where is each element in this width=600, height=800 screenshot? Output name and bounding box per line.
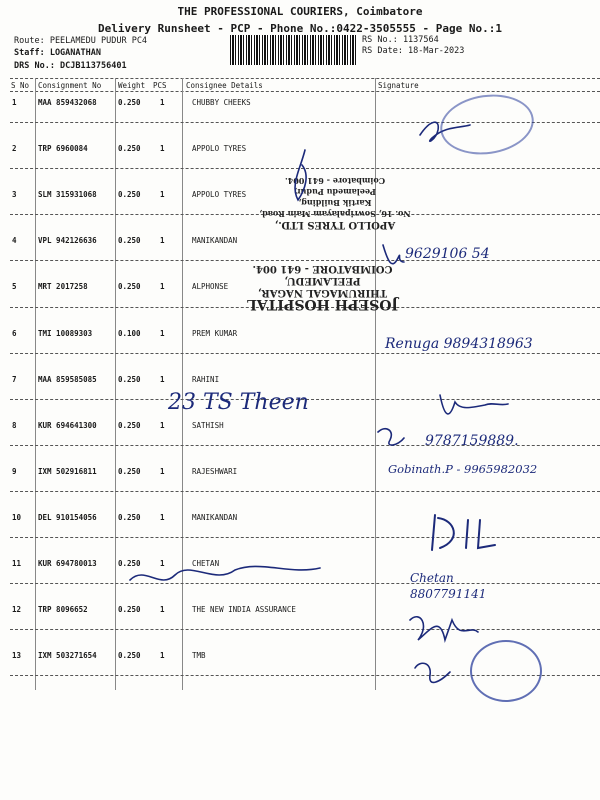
row-consignment-no: MAA 859432068 [38, 98, 97, 107]
stamp-line: COIMBATORE - 641 004. [252, 263, 393, 274]
row-weight: 0.250 [118, 605, 141, 615]
row-weight: 0.100 [118, 328, 141, 338]
row-weight: 0.250 [118, 466, 141, 476]
rs-date: RS Date: 18-Mar-2023 [362, 46, 465, 56]
col-consignee: Consignee Details [186, 81, 263, 90]
stamp-line: Kartik Building, [298, 198, 372, 208]
row-pcs: 1 [160, 98, 165, 107]
row-consignee: MANIKANDAN [192, 512, 238, 522]
col-weight: Weight [118, 81, 146, 90]
row-sno: 9 [12, 466, 17, 476]
row-pcs: 1 [160, 559, 165, 568]
row-sno: 4 [12, 236, 17, 246]
signature-r11 [130, 566, 320, 580]
row-consignee: TMB [192, 651, 206, 661]
row-pcs: 1 [160, 236, 165, 246]
row-consignee: ALPHONSE [192, 282, 229, 292]
row-sno: 10 [12, 512, 22, 522]
row-pcs: 1 [160, 420, 165, 430]
staff-label: Staff: LOGANATHAN [14, 48, 101, 58]
row-consignee: CHUBBY CHEEKS [192, 98, 251, 107]
row-weight: 0.250 [118, 144, 141, 154]
handwritten-note-r7: 23 TS Theen [168, 390, 309, 415]
signature-r7 [440, 395, 508, 414]
row-pcs: 1 [160, 282, 165, 292]
row-consignee: THE NEW INDIA ASSURANCE [192, 605, 296, 615]
row-consignee: PREM KUMAR [192, 328, 238, 338]
row-consignment-no: KUR 694641300 [38, 420, 97, 430]
runsheet-title: Delivery Runsheet - PCP - Phone No.:0422-3505555 - Page No.:1 [98, 22, 502, 35]
row-weight: 0.250 [118, 420, 141, 430]
col-signature: Signature [378, 81, 419, 90]
row-consignee: APPOLO TYRES [192, 144, 247, 154]
row-pcs: 1 [160, 144, 165, 154]
row-sno: 11 [12, 559, 22, 568]
row-consignment-no: IXM 503271654 [38, 651, 97, 661]
rs-number: RS No.: 1137564 [362, 35, 439, 45]
row-consignment-no: DEL 910154056 [38, 512, 97, 522]
row-pcs: 1 [160, 466, 165, 476]
row-consignment-no: TMI 10089303 [38, 328, 93, 338]
stamp-line: No. 16, Sowripalayam Main Road, [259, 209, 411, 219]
row-consignee: APPOLO TYRES [192, 190, 247, 200]
row-pcs: 1 [160, 374, 165, 384]
handwritten-phone-r4: 9629106 54 [405, 246, 490, 262]
row-weight: 0.250 [118, 374, 141, 384]
col-pcs: PCS [153, 81, 167, 90]
signature-r13 [415, 663, 450, 682]
handwritten-phone-r9: Gobinath.P - 9965982032 [388, 462, 538, 476]
row-consignment-no: MAA 859585085 [38, 374, 97, 384]
stamp-line: THIRUMAGAL NAGAR, [257, 287, 388, 298]
row-consignment-no: KUR 694780013 [38, 559, 97, 568]
col-sno: S No [11, 81, 30, 90]
row-weight: 0.250 [118, 98, 141, 107]
handwritten-phone-r6: Renuga 9894318963 [385, 336, 533, 352]
row-pcs: 1 [160, 190, 165, 200]
handwritten-phone-r8: 9787159889. [425, 433, 519, 449]
route-label: Route: PEELAMEDU PUDUR PC4 [14, 36, 148, 46]
row-consignee: MANIKANDAN [192, 236, 238, 246]
drs-label: DRS No.: DCJB113756401 [14, 61, 127, 71]
row-sno: 8 [12, 420, 17, 430]
row-sno: 7 [12, 374, 17, 384]
col-consignment: Consignment No [38, 81, 102, 90]
row-consignee: RAHINI [192, 374, 220, 384]
row-sno: 3 [12, 190, 17, 200]
row-sno: 1 [12, 98, 17, 107]
signature-r12 [410, 617, 478, 640]
signature-r8 [378, 429, 404, 445]
row-sno: 6 [12, 328, 17, 338]
row-consignment-no: TRP 8096652 [38, 605, 88, 615]
row-weight: 0.250 [118, 190, 141, 200]
company-title: THE PROFESSIONAL COURIERS, Coimbatore [177, 5, 423, 18]
row-pcs: 1 [160, 651, 165, 661]
row-consignment-no: TRP 6960084 [38, 144, 88, 154]
stamp-line: PEELAMEDU, [284, 275, 361, 286]
signature-r4 [383, 245, 404, 264]
signature-r10 [432, 515, 495, 550]
signature-r3 [295, 150, 306, 200]
row-weight: 0.250 [118, 236, 141, 246]
row-weight: 0.250 [118, 651, 141, 661]
row-consignment-no: IXM 502916811 [38, 466, 97, 476]
row-pcs: 1 [160, 605, 165, 615]
stamp-line: Peelamedu Pudur, [294, 187, 376, 197]
stamp-line: APOLLO TYRES LTD., [274, 219, 396, 230]
stamp-line: JOSEPH HOSPITAL [246, 296, 399, 312]
row-consignee: CHETAN [192, 559, 220, 568]
row-pcs: 1 [160, 512, 165, 522]
row-weight: 0.250 [118, 559, 141, 568]
row-weight: 0.250 [118, 512, 141, 522]
row-sno: 13 [12, 651, 22, 661]
row-sno: 12 [12, 605, 22, 615]
row-consignee: RAJESHWARI [192, 466, 238, 476]
row-consignee: SATHISH [192, 420, 224, 430]
bank-round-stamp [470, 640, 542, 702]
row-sno: 2 [12, 144, 17, 154]
row-consignment-no: MRT 2017258 [38, 282, 88, 292]
row-consignment-no: VPL 942126636 [38, 236, 97, 246]
row-weight: 0.250 [118, 282, 141, 292]
row-pcs: 1 [160, 328, 165, 338]
row-consignment-no: SLM 315931068 [38, 190, 97, 200]
handwritten-phone-r11: Chetan 8807791141 [410, 571, 487, 601]
row-sno: 5 [12, 282, 17, 292]
stamp-line: Coimbatore - 641 004. [284, 176, 386, 186]
